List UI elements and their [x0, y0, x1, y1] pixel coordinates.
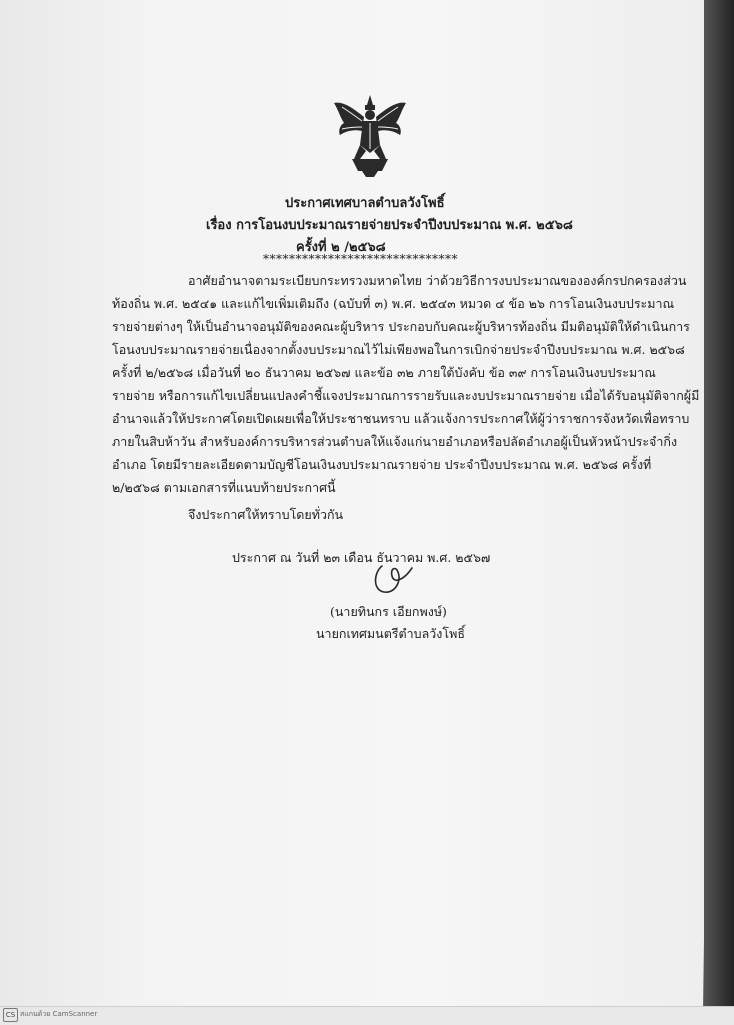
- signer-name: (นายทินกร เอียกพงษ์): [330, 604, 447, 619]
- body-line: อำเภอ โดยมีรายละเอียดตามบัญชีโอนเงินงบประมาณรายจ่าย ประจำปีงบประมาณ พ.ศ. ๒๕๖๘ ครั้งที่: [112, 457, 652, 472]
- body-line: ๒/๒๕๖๘ ตามเอกสารที่แนบท้ายประกาศนี้: [112, 480, 336, 495]
- document-round: ครั้งที่ ๒ /๒๕๖๘: [296, 240, 386, 255]
- page-edge-shadow: [704, 0, 734, 1006]
- scanner-footer-bar: [0, 1006, 734, 1025]
- body-line: โอนงบประมาณรายจ่ายเนื่องจากตั้งงบประมาณไว้ไม่เพียงพอในการเบิกจ่ายประจำปีงบประมาณ พ.ศ. ๒๕๖๘: [112, 342, 685, 357]
- camscanner-logo: CS: [3, 1008, 18, 1022]
- document-header-org: ประกาศเทศบาลตำบลวังโพธิ์: [285, 196, 445, 211]
- closing-statement: จึงประกาศให้ทราบโดยทั่วกัน: [188, 507, 344, 522]
- garuda-emblem: [330, 93, 410, 179]
- body-line: ภายในสิบห้าวัน สำหรับองค์การบริหารส่วนตำบลให้แจ้งแก่นายอำเภอหรือปลัดอำเภอผู้เป็นหัวหน้าประจำกิ่ง: [112, 434, 678, 449]
- signer-title: นายกเทศมนตรีตำบลวังโพธิ์: [316, 626, 465, 641]
- body-line: ท้องถิ่น พ.ศ. ๒๕๔๑ และแก้ไขเพิ่มเติมถึง (ฉบับที่ ๓) พ.ศ. ๒๕๔๓ หมวด ๔ ข้อ ๒๖ การโอนเงินงบประมาณ: [112, 296, 675, 311]
- document-subject: เรื่อง การโอนงบประมาณรายจ่ายประจำปีงบประมาณ พ.ศ. ๒๕๖๘: [206, 218, 573, 233]
- body-line: อาศัยอำนาจตามระเบียบกระทรวงมหาดไทย ว่าด้วยวิธีการงบประมาณขององค์กรปกครองส่วน: [188, 273, 687, 288]
- signature-mark: [368, 560, 428, 600]
- body-line: รายจ่ายต่างๆ ให้เป็นอำนาจอนุมัติของคณะผู้บริหาร ประกอบกับคณะผู้บริหารท้องถิ่น มีมติอนุมัติให้ดำเนินการ: [112, 319, 690, 334]
- header-divider: ******************************: [263, 252, 458, 266]
- body-line: รายจ่าย หรือการแก้ไขเปลี่ยนแปลงคำชี้แจงประมาณการรายรับและงบประมาณรายจ่าย เมื่อได้รับอนุมัติจากผู้มี: [112, 388, 700, 403]
- body-line: อำนาจแล้วให้ประกาศโดยเปิดเผยเพื่อให้ประชาชนทราบ แล้วแจ้งการประกาศให้ผู้ว่าราชการจังหวัดเพื่อทราบ: [112, 411, 690, 426]
- body-line: ครั้งที่ ๒/๒๕๖๘ เมื่อวันที่ ๒๐ ธันวาคม ๒๕๖๗ และข้อ ๓๒ ภายใต้บังคับ ข้อ ๓๙ การโอนเงินงบประมาณ: [112, 365, 656, 380]
- announcement-date: ประกาศ ณ วันที่ ๒๓ เดือน ธันวาคม พ.ศ. ๒๕๖๗: [232, 550, 491, 565]
- scanner-watermark: สแกนด้วย CamScanner: [20, 1010, 98, 1018]
